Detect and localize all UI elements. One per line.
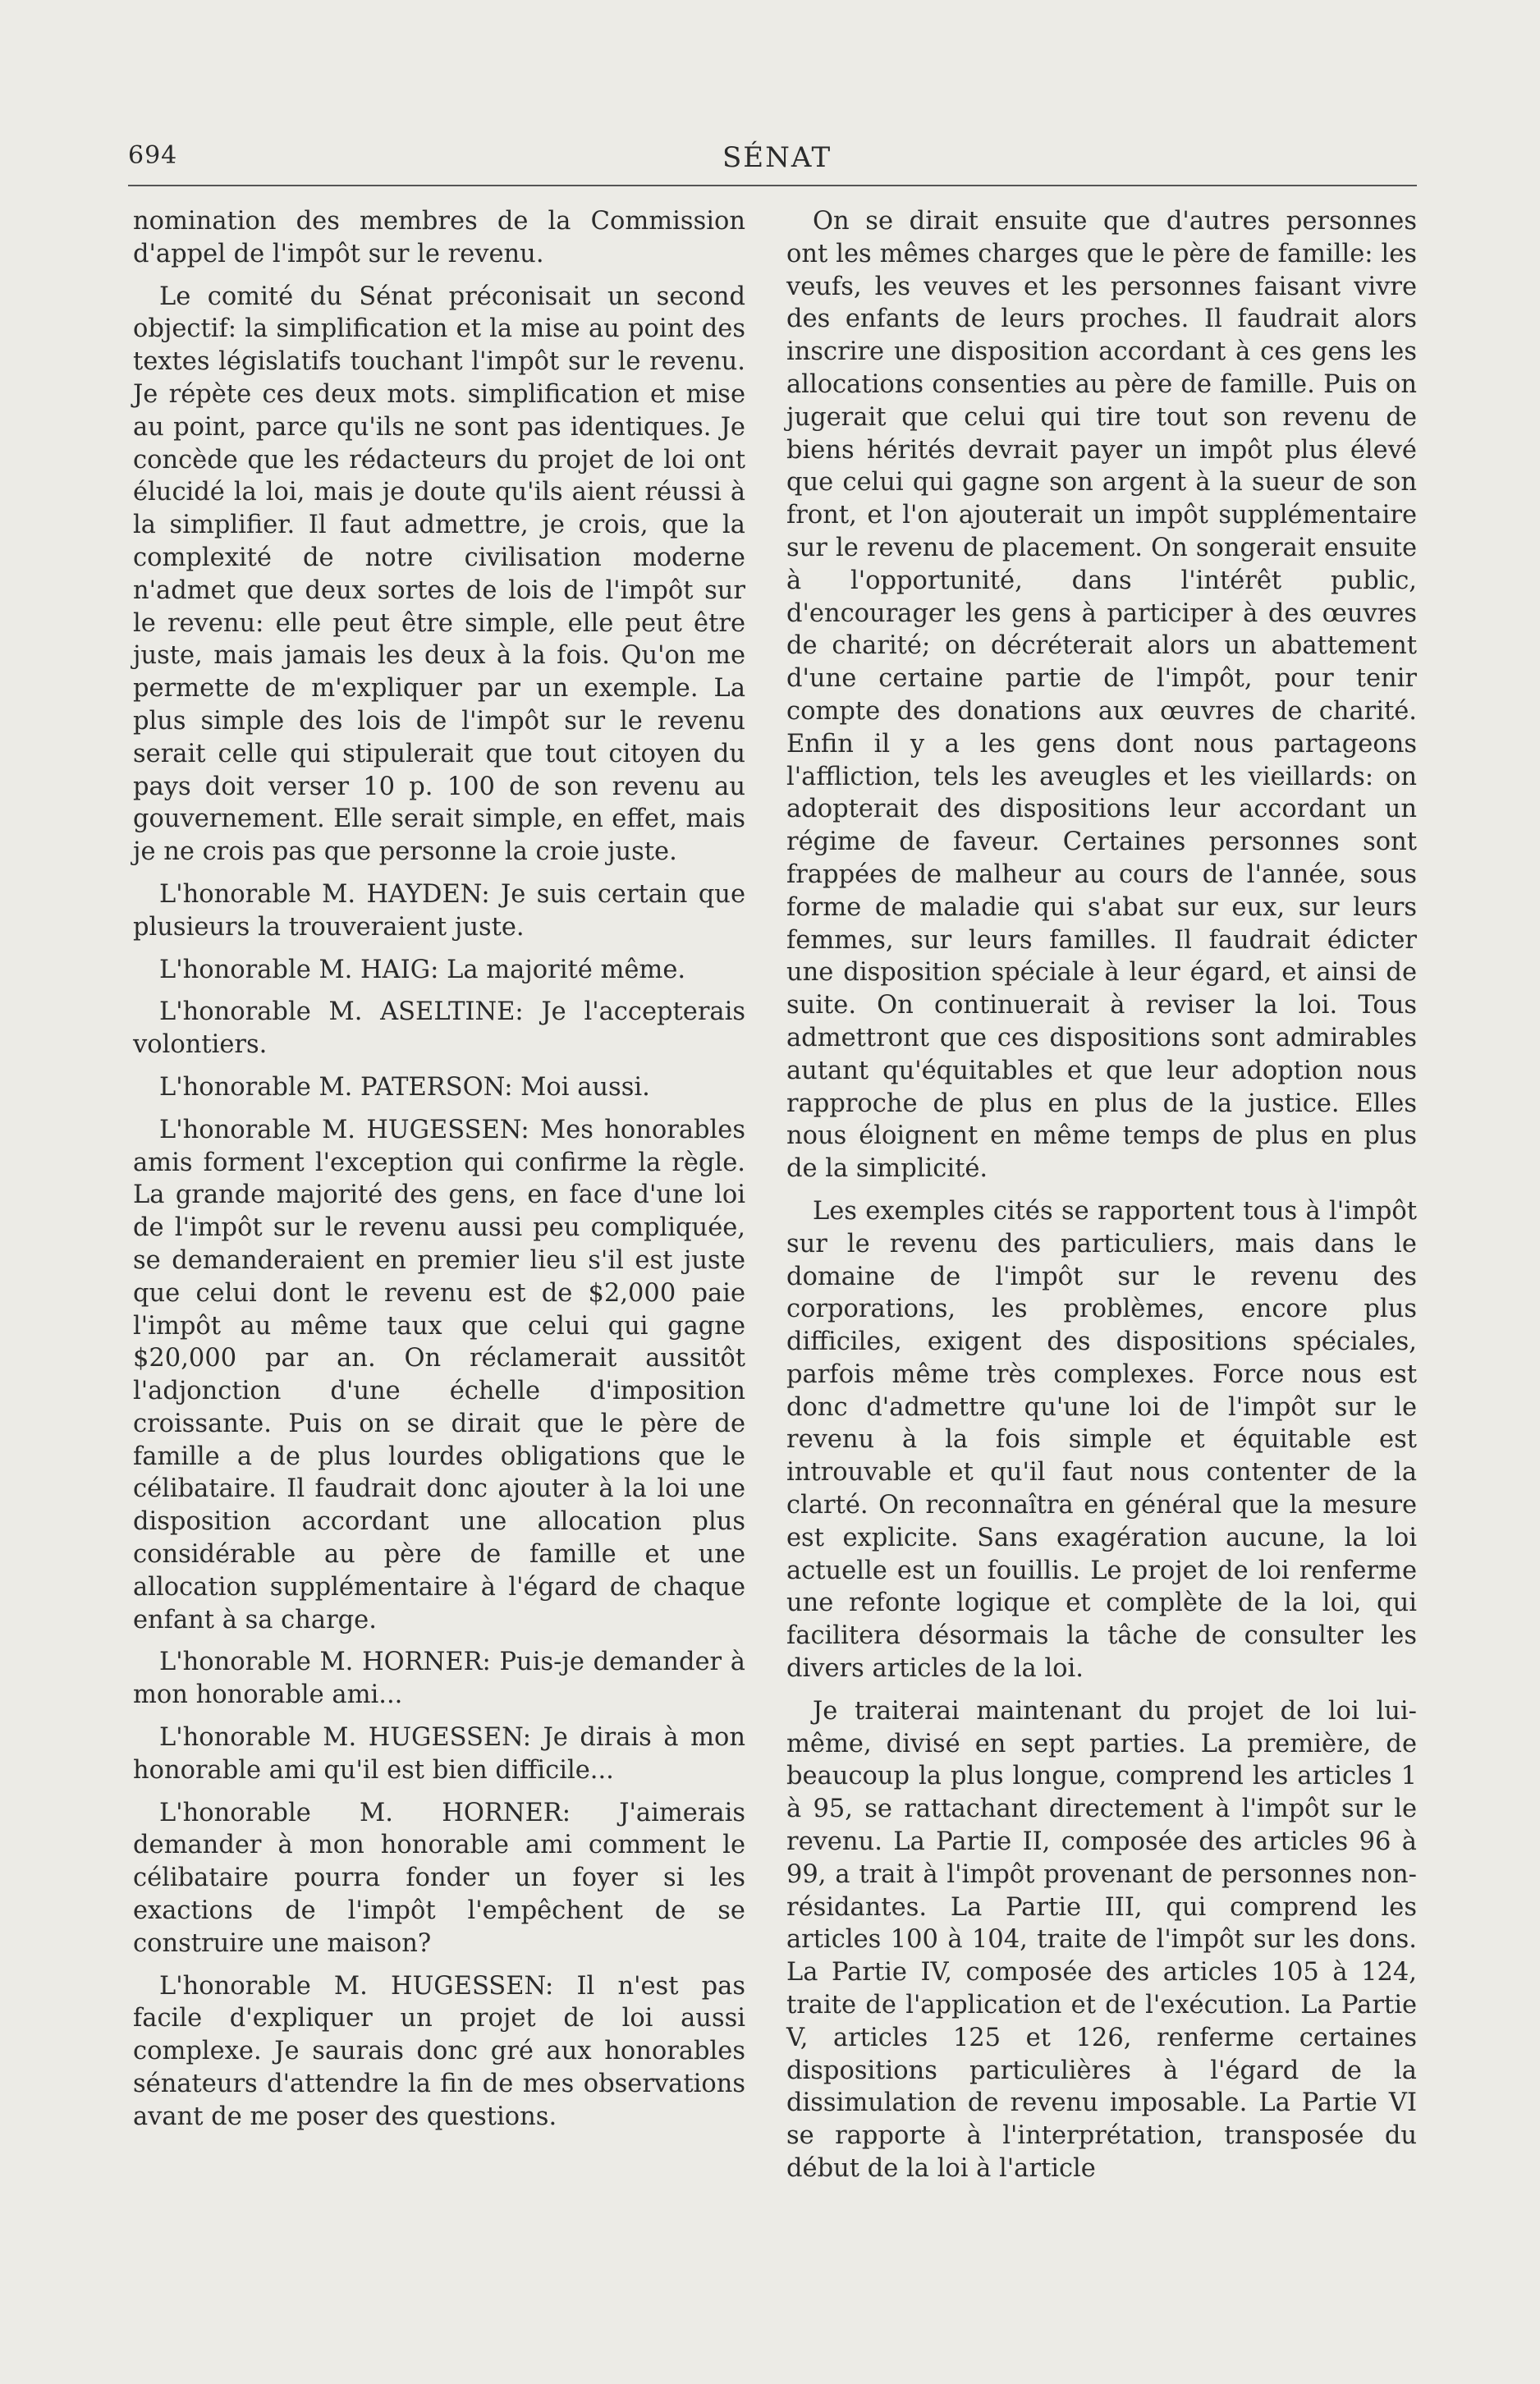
paragraph: L'honorable M. HORNER: J'aimerais demander à mon honorable ami comment le célibataire pourra fonder un foyer si les exactions de l'impôt l'empêchent de se construire une maison? (133, 1798, 745, 1958)
running-head: SÉNAT (722, 141, 832, 174)
right-column (786, 205, 1417, 2185)
paragraph: L'honorable M. PATERSON: Moi aussi. (159, 1072, 650, 1102)
paragraph: nomination des membres de la Commission d'appel de l'impôt sur le revenu. (133, 207, 745, 268)
paragraph: On se dirait ensuite que d'autres personnes ont les mêmes charges que le père de famille: les veufs, les veuves et les personnes faisant vivre des enfants de leurs proches. Il faudrait alors inscrire une disposition accordant à ces gens les allocations consenties au père de famille. Puis on jugerait que celui qui tire tout son revenu de biens hérités devrait payer un impôt plus élevé que celui qui gagne son argent à la sueur de son front, et l'on ajouterait un impôt supplémentaire sur le revenu de placement. On songerait ensuite à l'opportunité, dans l'intérêt public, d'encourager les gens à participer à des œuvres de charité; on décréterait alors un abattement d'une certaine partie de l'impôt, pour tenir compte des donations aux œuvres de charité. Enfin il y a les gens dont nous partageons l'affliction, tels les aveugles et les vieillards: on adopterait des dispositions leur accordant un régime de faveur. Certaines personnes sont frappées de malheur au cours de l'année, sous forme de maladie qui s'abat sur eux, sur leurs femmes, sur leurs familles. Il faudrait édicter une disposition spéciale à leur égard, et ainsi de suite. On continuerait à reviser la loi. Tous admettront que ces dispositions sont admirables autant qu'équitables et que leur adoption nous rapproche de plus en plus de la justice. Elles nous éloignent en même temps de plus en plus de la simplicité. (786, 207, 1417, 1184)
paragraph: L'honorable M. HORNER: Puis-je demander à mon honorable ami... (133, 1648, 745, 1710)
paragraph: L'honorable M. HUGESSEN: Je dirais à mon honorable ami qu'il est bien difficile... (133, 1723, 745, 1785)
paragraph: Le comité du Sénat préconisait un second objectif: la simplification et la mise au point des textes législatifs touchant l'impôt sur le revenu. Je répète ces deux mots. simplification et mise au point, parce qu'ils ne sont pas identiques. Je concède que les rédacteurs du projet de loi ont élucidé la loi, mais je doute qu'ils aient réussi à la simplifier. Il faut admettre, je crois, que la complexité de notre civilisation moderne n'admet que deux sortes de lois de l'impôt sur le revenu: elle peut être simple, elle peut être juste, mais jamais les deux à la fois. Qu'on me permette de m'expliquer par un exemple. La plus simple des lois de l'impôt sur le revenu serait celle qui stipulerait que tout citoyen du pays doit verser 10 p. 100 de son revenu au gouvernement. Elle serait simple, en effet, mais je ne crois pas que personne la croie juste. (133, 282, 745, 867)
paragraph: L'honorable M. HAIG: La majorité même. (159, 955, 686, 984)
paragraph: Je traiterai maintenant du projet de loi lui-même, divisé en sept parties. La première, de beaucoup la plus longue, comprend les articles 1 à 95, se rattachant directement à l'impôt sur le revenu. La Partie II, composée des articles 96 à 99, a trait à l'impôt provenant de personnes non-résidantes. La Partie III, qui comprend les articles 100 à 104, traite de l'impôt sur les dons. La Partie IV, composée des articles 105 à 124, traite de l'application et de l'exécution. La Partie V, articles 125 et 126, renferme certaines dispositions particulières à l'égard de la dissimulation de revenu imposable. La Partie VI se rapporte à l'interprétation, transposée du début de la loi à l'article (786, 1696, 1417, 2184)
page-number: 694 (128, 141, 178, 170)
left-column (133, 205, 745, 2134)
paragraph: Les exemples cités se rapportent tous à l'impôt sur le revenu des particuliers, mais dans le domaine de l'impôt sur le revenu des corporations, les problèmes, encore plus difficiles, exigent des dispositions spéciales, parfois même très complexes. Force nous est donc d'admettre qu'une loi de l'impôt sur le revenu à la fois simple et équitable est introuvable et qu'il faut nous contenter de la clarté. On reconnaîtra en général que la mesure est explicite. Sans exagération aucune, la loi actuelle est un fouillis. Le projet de loi renferme une refonte logique et complète de la loi, qui facilitera désormais la tâche de consulter les divers articles de la loi. (786, 1196, 1417, 1684)
paragraph: L'honorable M. HAYDEN: Je suis certain que plusieurs la trouveraient juste. (133, 879, 745, 942)
paragraph: L'honorable M. HUGESSEN: Il n'est pas facile d'expliquer un projet de loi aussi complexe. Je saurais donc gré aux honorables sénateurs d'attendre la fin de mes observations avant de me poser des questions. (133, 1971, 745, 2131)
paragraph: L'honorable M. HUGESSEN: Mes honorables amis forment l'exception qui confirme la règle. La grande majorité des gens, en face d'une loi de l'impôt sur le revenu aussi peu compliquée, se demanderaient en premier lieu s'il est juste que celui dont le revenu est de $2,000 paie l'impôt au même taux que celui qui gagne $20,000 par an. On réclamerait aussitôt l'adjonction d'une échelle d'imposition croissante. Puis on se dirait que le père de famille a de plus lourdes obligations que le célibataire. Il faudrait donc ajouter à la loi une disposition accordant une allocation plus considérable au père de famille et une allocation supplémentaire à l'égard de chaque enfant à sa charge. (133, 1115, 745, 1634)
paragraph: L'honorable M. ASELTINE: Je l'accepterais volontiers. (133, 997, 745, 1060)
header-rule (128, 185, 1417, 186)
